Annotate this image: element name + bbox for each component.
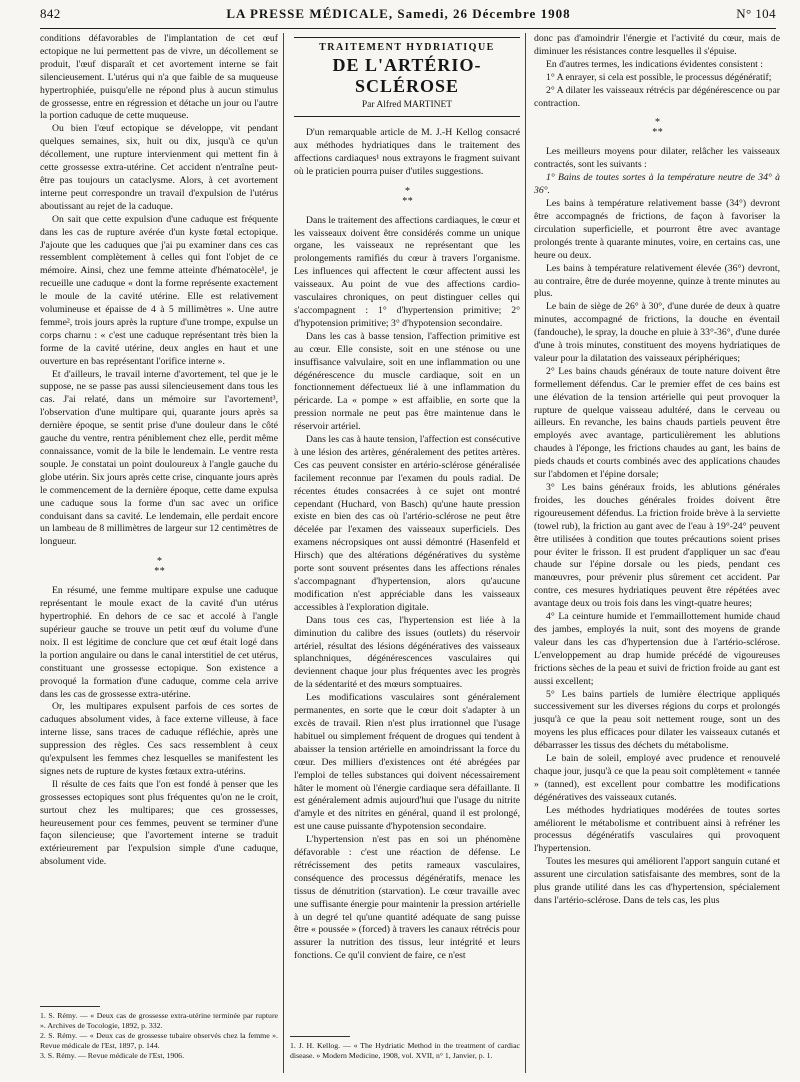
- middle-paragraph: Dans les cas à basse tension, l'affection primitive est au cœur. Elle consiste, soit en une sténose ou une insuffisance valvulaire, soit en une inflammation ou une dégénérescence du muscle cardiaque, soit en un fonctionnement défectueux lié à une inflammation du péricarde. La « pompe » est affaiblie, en sorte que la pression normale ne peut pas être maintenue dans le réservoir artériel.: [294, 330, 520, 433]
- header-rule: [40, 28, 776, 29]
- right-paragraph: Le bain de siège de 26° à 30°, d'une durée de deux à quatre minutes, accompagné de frictions, la douche en éventail (fandouche), le spray, la douche en pluie à 33°-36°, d'une durée d'une à trois minutes, constituent des moyens hydriatiques de valeur pour la dilatation des vaisseaux périphériques;: [534, 301, 780, 364]
- footnote: 3. S. Rémy. — Revue médicale de l'Est, 1906.: [40, 1051, 185, 1060]
- right-paragraph: donc pas d'amoindrir l'énergie et l'activité du cœur, mais de diminuer les résistances contre lesquelles il s'épuise.: [534, 33, 780, 57]
- section-separator: * * *: [402, 185, 412, 207]
- right-paragraph: Les méthodes hydriatiques modérées de toutes sortes améliorent le métabolisme et contribuent ainsi à refréner les processus dégénératifs vasculaires qui provoquent l'hypertension.: [534, 804, 780, 855]
- article-author: Par Alfred MARTINET: [361, 100, 453, 110]
- middle-paragraph: Dans le traitement des affections cardiaques, le cœur et les vaisseaux doivent être considérés comme un unique organe, les vaisseaux ne représentant que les prolongements ramifiés du cœur à travers l'organisme. Les influences qui affectent le cœur affectent aussi les vaisseaux. Au point de vue des affections cardio-vasculaires chroniques, on peut distinguer celles qui s'accompagnent : 1° d'hypertension primitive; 2° d'hypotension primitive; 3° d'hypotension secondaire.: [294, 214, 520, 329]
- footnote: 1. J. H. Kellog. — « The Hydriatic Method in the treatment of cardiac disease. » Modern Medicine, 1908, vol. XVII, n° 1, Janvier, p. 1.: [290, 1041, 520, 1060]
- right-list-item: 5° Les bains partiels de lumière électrique appliqués successivement sur les diverses régions du corps et prolongés jusqu'à ce que la peau soit nettement rouge, sont un des moyens les plus efficaces pour dilater les vaisseaux cutanés et débarrasser les tissus des déchets du métabolisme.: [534, 688, 780, 752]
- right-paragraph: Les bains à température relativement élevée (36°) devront, au contraire, être de durée moyenne, quinze à trente minutes au plus.: [534, 262, 780, 300]
- left-paragraph: En résumé, une femme multipare expulse une caduque représentant le moule exact de la cavité d'un utérus hypertrophié. En dehors de ce sac et accolé à l'angle supérieur gauche se trouve un petit œuf du volume d'une noix. Il est légitime de conclure que cet œuf était logé dans la portion angulaire ou dans le canal interstitiel de cet utérus, constituant une grossesse ectopique. Son existence a provoqué la formation d'une caduque, comme cela arrive dans les cas de grossesse extra-utérine.: [40, 585, 278, 700]
- footnote: 1. S. Rémy. — « Deux cas de grossesse extra-utérine terminée par rupture ». Archives de Tocologie, 1892, p. 332.: [40, 1011, 278, 1030]
- left-paragraph: On sait que cette expulsion d'une caduque est fréquente dans les cas de rupture avérée d'un kyste fœtal ectopique. J'ajoute que les caduques que j'ai pu examiner dans ces cas ressemblent complètement à celles qui font l'objet de ce mémoire. Ainsi, chez une femme atteinte d'hématocèle¹, je recueille une caduque « dont la forme représente exactement le moule de la cavité utérine. Elle est relativement volumineuse et épaisse de 4 à 5 millimètres ». Une autre femme², trois jours après la rupture d'une trompe, expulse un corps charnu : « c'est une caduque représentant très bien la forme de la cavité utérine, deux angles en haut et une ouverture en bas représentant l'orifice interne ».: [40, 213, 278, 367]
- section-separator: * * *: [154, 556, 164, 578]
- right-list-item: 2° Les bains chauds généraux de toute nature doivent être formellement défendus. Car le premier effet de ces bains est une élévation de la tension artérielle qui peut provoquer la rupture de quelque vaisseau adultéré, dans le cerveau ou ailleurs. En revanche, les bains chauds partiels peuvent être employés avec avantage, particulièrement les ablutions chaudes à l'éponge, les frictions chaudes au gant, les bains de pieds chauds et courts combinés avec des applications chaudes sur l'abdomen et l'épine dorsale;: [534, 365, 780, 481]
- right-list-item: 1° Bains de toutes sortes à la température neutre de 34° à 36°.: [534, 172, 780, 197]
- right-paragraph: Les bains à température relativement basse (34°) devront être accompagnés de frictions, de façon à favoriser la circulation superficielle, et pourront être avec avantage prolongés trente à quarante minutes, voire, en certains cas, une heure ou deux.: [534, 198, 780, 261]
- footnote-rule: [40, 1006, 100, 1007]
- left-paragraph: Ou bien l'œuf ectopique se développe, vit pendant quelques semaines, six, huit ou dix, jusqu'à ce qu'un décollement, une rupture intervienment qui mettent fin à cette grossesse extra-utérine. Cet accident n'entraîne peut-être pas toujours un cataclysme. Alors, à cet avortement interne peut correspondre un travail d'expulsion de l'utérus aboutissant au rejet de la caduque.: [40, 123, 278, 212]
- middle-paragraph: L'hypertension n'est pas en soi un phénomène défavorable : c'est une réaction de défense. Le rétrécissement des petits rameaux vasculaires, conséquence des processus dégénératifs, menace les tissus de dénutrition (starvation). Le cœur travaille avec une suffisante énergie pour maintenir la pression artérielle à un degré tel qu'une quantité adéquate de sang puisse être « poussée » (forced) à travers les canaux rétrécis pour assurer la nutrition des tissus, leur intégrité et leurs fonctions. Ce qu'il convient de faire, ce n'est: [294, 834, 520, 962]
- right-list-item: 3° Les bains généraux froids, les ablutions générales froides, les douches générales froides doivent être rigoureusement défendus. La friction froide brève à la serviette (towel rub), la friction au gant avec de l'eau à 19°-24° peuvent être utilisées à condition que toutes précautions soient prises pour éviter le frisson. Il est prudent d'appliquer un sac d'eau chaude sur l'épine dorsale ou les pieds, pendant ces manœuvres, pour prévenir plus sûrement cet accident. Par contre, ces mesures hydriatiques peuvent être répétées avec avantage deux ou trois fois dans les vingt-quatre heures;: [534, 482, 780, 610]
- left-footnotes: [40, 1006, 278, 1061]
- middle-paragraph: Dans tous ces cas, l'hypertension est liée à la diminution du calibre des issues (outlets) du réservoir artériel, résultat des lésions dégénératives des vaisseaux splanchniques, dégénérescences vasculaires qui deviennent chaque jour plus fréquentes avec les progrès de la sédentarité et des mœurs somptuaires.: [294, 614, 520, 691]
- middle-paragraph: Les modifications vasculaires sont généralement permanentes, en sorte que le cœur doit s'adapter à un excès de travail. Rien n'est plus irrationnel que l'usage habituel ou simplement fréquent de drogues qui tendent à abaisser la tension artérielle en amoindrissant la force du cœur. Des milliers d'existences ont été abrégées par l'emploi de telles substances qui doivent nécessairement hâter le moment où l'énergie cardiaque sera défaillante. Il est généralement admis aujourd'hui que l'usage du nitrite d'amyle et des nitrites en général, quand il est prolongé, est une cause puissante d'hypotension secondaire.: [294, 692, 520, 833]
- right-list-item: 4° La ceinture humide et l'emmaillottement humide chaud des jambes, employés la nuit, sont des moyens de grande valeur dans les cas d'hypertension due à l'artério-sclérose. L'enveloppement au drap humide précédé de vigoureuses frictions sèches de la peau et suivi de friction froide au gant est aussi excellent;: [534, 611, 780, 687]
- right-list-item: 2° A dilater les vaisseaux rétrécis par dégénérescence ou par contraction.: [534, 84, 780, 109]
- journal-title: LA PRESSE MÉDICALE, Samedi, 26 Décembre 1908: [226, 6, 571, 21]
- issue-number: N° 104: [736, 6, 776, 21]
- left-paragraph: Or, les multipares expulsent parfois de ces sortes de caduques absolument vides, à face externe villeuse, à face interne lisse, sans traces de caduque réfléchie, après une suppression des règles. Ces sacs ressemblent à ceux qu'expulsent les femmes chez lesquelles se manifestent les signes nets de rupture de kystes fœtaux extra-utérins.: [40, 701, 278, 777]
- article-kicker: TRAITEMENT HYDRIATIQUE: [319, 42, 495, 53]
- footnote: 2. S. Rémy. — « Deux cas de grossesse tubaire observés chez la femme ». Revue médicale de l'Est, 1897, p. 144.: [40, 1031, 278, 1050]
- left-paragraph: Et d'ailleurs, le travail interne d'avortement, tel que je le suppose, ne se passe pas aussi silencieusement dans tous les cas. J'ai relaté, dans un mémoire sur l'avortement³, l'observation d'une multipare qui, quarante jours après sa dernière époque, se sentit prise d'une douleur dans le côté gauche du ventre, rentra péniblement chez elle, perdit même connaissance, vomit de la bile le lendemain. Le ventre resta souple. Je constatai un point douloureux à l'angle gauche du globe utérin. Six jours après cette crise, cinquante jours après le commencement de la dernière époque, cette dame expulsa une caduque sous la forme d'un sac avec un orifice conduisant dans sa cavité. Le lendemain, elle perdait encore un lambeau de 8 millimètres de largeur sur 12 centimètres de longueur.: [40, 368, 278, 548]
- column-right: [532, 33, 780, 1073]
- article-title: DE L'ARTÉRIO-SCLÉROSE: [332, 55, 482, 96]
- column-middle: [290, 33, 526, 1073]
- footnote-rule: [290, 1036, 350, 1037]
- left-paragraph: Il résulte de ces faits que l'on est fondé à penser que les grossesses ectopiques sont plus fréquentes qu'on ne le croit, surtout chez les multipares; que ces grossesses, heureusement pour ces femmes, peuvent se terminer d'une façon silencieuse; que l'avortement interne se traduit extérieurement par l'expulsion simple d'une caduque, absolument vide.: [40, 778, 278, 868]
- section-separator: * * *: [652, 117, 662, 139]
- right-paragraph: Les meilleurs moyens pour dilater, relâcher les vaisseaux contractés, sont les suivants :: [534, 146, 780, 171]
- middle-paragraph: Dans les cas à haute tension, l'affection est consécutive à une lésion des artères, généralement des petites artères. Ces cas peuvent consister en artério-sclérose généralisée facilement reconnue par l'examen du pouls radial. De récentes études consacrées à ce sujet ont montré cependant (Huchard, von Basch) qu'une haute pression existe en bien des cas où l'artério-sclérose ne peut être décelée par l'examen des vaisseaux superficiels. Des examens nécropsiques ont aussi démontré (Hasenfeld et Hirsch) que des altérations dégénératives du système porte sont souvent présentes dans les affections rénales s'accompagnant d'hypertension, alors qu'aucune modification n'est appréciable dans les vaisseaux accessibles à l'exploration digitale.: [294, 434, 520, 613]
- page-number: 842: [40, 6, 61, 21]
- article-heading: [294, 37, 520, 117]
- article-intro: D'un remarquable article de M. J.-H Kellog consacré aux méthodes hydriatiques dans le traitement des affections cardiaques¹ nous extrayons le fragment suivant où le praticien pourra puiser d'utiles suggestions.: [294, 127, 520, 177]
- right-list-item: 1° A enrayer, si cela est possible, le processus dégénératif;: [546, 71, 772, 83]
- page-header: [40, 6, 776, 26]
- right-paragraph: En d'autres termes, les indications évidentes consistent :: [546, 58, 763, 70]
- left-paragraph: conditions défavorables de l'implantation de cet œuf ectopique ne lui permettent pas de vivre, un décollement se produit, l'œuf disparaît et cet avortement interne se fait silencieusement. L'utérus qui n'a que faible de sa muqueuse hypertrophiée, puisqu'elle ne répond plus à aucun stimulus de grossesse, entre en régression et détache un jour ou l'autre la portion caduque de cette muqueuse.: [40, 33, 278, 122]
- middle-footnotes: [290, 1036, 520, 1061]
- columns: [40, 33, 780, 1073]
- column-left: [40, 33, 284, 1073]
- right-paragraph: Le bain de soleil, employé avec prudence et renouvelé chaque jour, jusqu'à ce que la peau soit complètement « tannée » (tanned), est excellent pour combattre les modifications dégénératives des vaisseaux cutanés.: [534, 753, 780, 803]
- right-paragraph: Toutes les mesures qui améliorent l'apport sanguin cutané et assurent une circulation satisfaisante des membres, sont de la plus grande utilité dans les cas d'hypertension, spécialement dans l'artério-sclérose. Dans de tels cas, les plus: [534, 856, 780, 906]
